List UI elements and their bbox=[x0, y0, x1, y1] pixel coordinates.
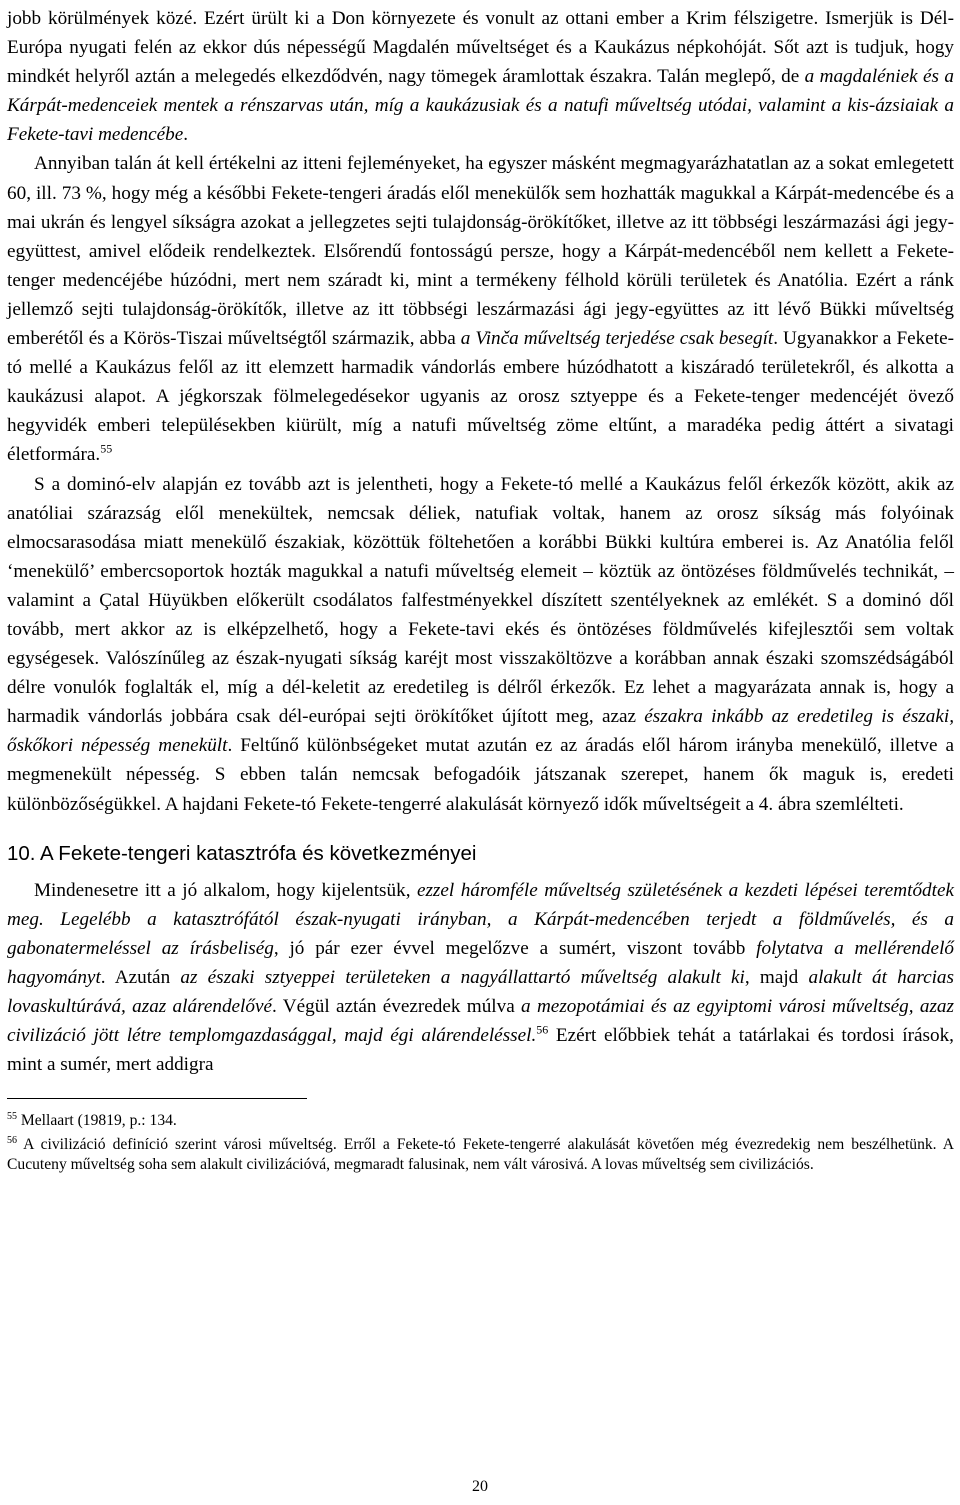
paragraph-4 bbox=[7, 876, 954, 1080]
footnote-number: 56 bbox=[7, 1134, 17, 1146]
main-text bbox=[7, 4, 954, 1079]
text-run: Annyiban talán át kell értékelni az itteni fejleményeket, ha egyszer másként megmagyarázhatatlan az a sokat emlegetett 60, ill. 73 %, hogy még a későbbi Fekete-tengeri áradás elől menekülők sem hozhatták magukkal a Kárpát-medencébe és a mai ukrán és lengyel síkságra azokat a jellegzetes sejti tulajdonság-örökítőket, illetve az itt többségi leszármazási ági jegy-együttest, amivel elődeik rendelkeztek. Elsőrendű fontosságú persze, hogy a Kárpát-medencéből nem kellett a Fekete-tenger medencéjébe húzódni, mert nem száradt ki, mint a termékeny félhold körüli területek és Anatólia. Ezért a ránk jellemző sejti tulajdonság-örökítők, illetve az itt többségi leszármazási ági jegy-együttes az itt lévő Bükki műveltség emberétől és a Körös-Tiszai műveltségtől származik, abba bbox=[7, 153, 954, 350]
text-run: . Feltűnő különbségeket mutat azután ez az áradás elől három irányba menekülő, illetve a megmenekült népesség. S ebben talán nemcsak befogadóik játszanak szerepet, hanem ők maguk is, eredeti különbözőségükkel. A hajdani Fekete-tó Fekete-tengerré alakulását környező idők műveltségeit a 4. ábra szemlélteti. bbox=[7, 735, 954, 815]
text-run: , majd bbox=[744, 966, 809, 988]
text-run: , jó pár ezer évvel megelőzve a sumért, viszont tovább bbox=[273, 937, 757, 959]
text-run: . Végül aztán évezredek múlva bbox=[272, 996, 522, 1017]
paragraph-3 bbox=[7, 470, 954, 819]
footnote-text: A civilizáció definíció szerint városi műveltség. Erről a Fekete-tó Fekete-tengerré alakulását követően még évezredekig nem beszélhetünk. A Cucuteny műveltség soha sem alakult civilizációvá, megmaradt falusinak, nem vált városivá. A lovas műveltség sem civilizációs. bbox=[7, 1135, 954, 1174]
footnote-55 bbox=[7, 1111, 954, 1132]
italic-run: a magdaléniek és a Kárpát-medenceiek mentek a rénszarvas után, míg a kaukázusiak és a natufi műveltség utódai, valamint a kis-ázsiaiak a Fekete-tavi medencébe bbox=[7, 66, 954, 146]
footnote-ref-55[interactable]: 55 bbox=[100, 442, 113, 457]
text-run: Ezért előbbiek tehát a tatárlakai és tordosi írások, mint a sumér, mert addigra bbox=[7, 1025, 954, 1076]
text-run: Mindenesetre itt a jó alkalom, hogy kijelentsük, bbox=[34, 879, 417, 901]
page-number: 20 bbox=[472, 1478, 488, 1495]
italic-run: a Vinča műveltség terjedése csak besegít bbox=[460, 328, 774, 350]
text-run: . Azután bbox=[100, 966, 181, 988]
italic-run: ezzel háromféle műveltség születésének a kezdeti lépései teremtődtek meg. Legelébb a katasztrófától észak-nyugati irányban, a Kárpát-medencében terjedt a földművelés, és a gabonatermeléssel az írásbeliség bbox=[7, 879, 954, 959]
italic-run: alakult át harcias lovaskultúrává, azaz alárendelővé bbox=[7, 966, 954, 1017]
paragraph-2 bbox=[7, 149, 954, 469]
section-heading: 10. A Fekete-tengeri katasztrófa és következményei bbox=[7, 841, 477, 865]
footnote-number: 55 bbox=[7, 1111, 17, 1123]
footnote-text: Mellaart (19819, p.: 134. bbox=[17, 1112, 177, 1130]
italic-run: északra inkább az eredetileg is északi, őskőkori népesség menekült bbox=[7, 706, 954, 757]
text-run: . Ugyanakkor a Fekete-tó mellé a Kaukázus felől az itt elemzett harmadik vándorlás embere húzódhatott a kiszáradó területekről, és alkotta a kaukázusi alapot. A jégkorszak fölmelegedésekor ugyanis az orosz sztyeppe és a Fekete-tenger medencéjét övező hegyvidék emberi településekben kiürült, míg a natufi műveltség zöme eltűnt, a maradéka pedig áttért a sivatagi életformára. bbox=[7, 328, 954, 466]
footnote-56 bbox=[7, 1135, 954, 1176]
text-run: . bbox=[183, 124, 189, 146]
footnote-ref-56[interactable]: 56 bbox=[536, 1022, 549, 1037]
text-run: S a dominó-elv alapján ez tovább azt is jelentheti, hogy a Fekete-tó mellé a Kaukázus felől érkezők között, akik az anatóliai szárazság elől menekültek, nemcsak déliek, natufiak voltak, hanem az orosz síkság más folyóinak elmocsarasodása miatt menekülő északiak, közöttük föltehetően a korábbi Bükki kultúra emberei is. Az Anatólia felől ‘menekülő’ embercsoportok hozták magukkal a natufi műveltség elemeit – köztük az öntözéses földművelés technikát, – valamint a Çatal Hüyükben előkerült csodálatos falfestményekkel díszített szentélyeknek az emlékét. S a dominó dől tovább, mert akkor az is elképzelhető, hogy a Fekete-tavi ekés és öntözéses földművelés kifejlesztői sem voltak egységesek. Valószínűleg az észak-nyugati síkság karéjt most visszaköltözve a korábban annak északi szomszédságából délre vonulók foglalták el, míg a dél-keletit az eredetileg is délről érkezők. Ez lehet a magyarázata annak is, hogy a harmadik vándorlás jobbára csak dél-európai sejti örökítőket újított meg, azaz bbox=[7, 473, 954, 728]
italic-run: az északi sztyeppei területeken a nagyállattartó műveltség alakult ki bbox=[180, 966, 745, 988]
text-run: jobb körülmények közé. Ezért ürült ki a Don környezete és vonult az ottani ember a Krim félszigetre. Ismerjük is Dél-Európa nyugati felén az ekkor dús népességű Magdalén műveltséget és a Kaukázus népkohóját. Sőt azt is tudjuk, hogy mindkét helyről aztán a melegedés elkezdődvén, nagy tömegek áramlottak északra. Talán meglepő, de bbox=[7, 8, 954, 88]
footnote-divider bbox=[7, 1098, 307, 1099]
footnotes bbox=[7, 1111, 954, 1176]
paragraph-1 bbox=[7, 4, 954, 149]
italic-run: a mezopotámiai és az egyiptomi városi műveltség, azaz civilizáció jött létre templomgazdasággal, majd égi alárendeléssel. bbox=[7, 996, 954, 1047]
italic-run: folytatva a mellérendelő hagyományt bbox=[7, 937, 954, 988]
